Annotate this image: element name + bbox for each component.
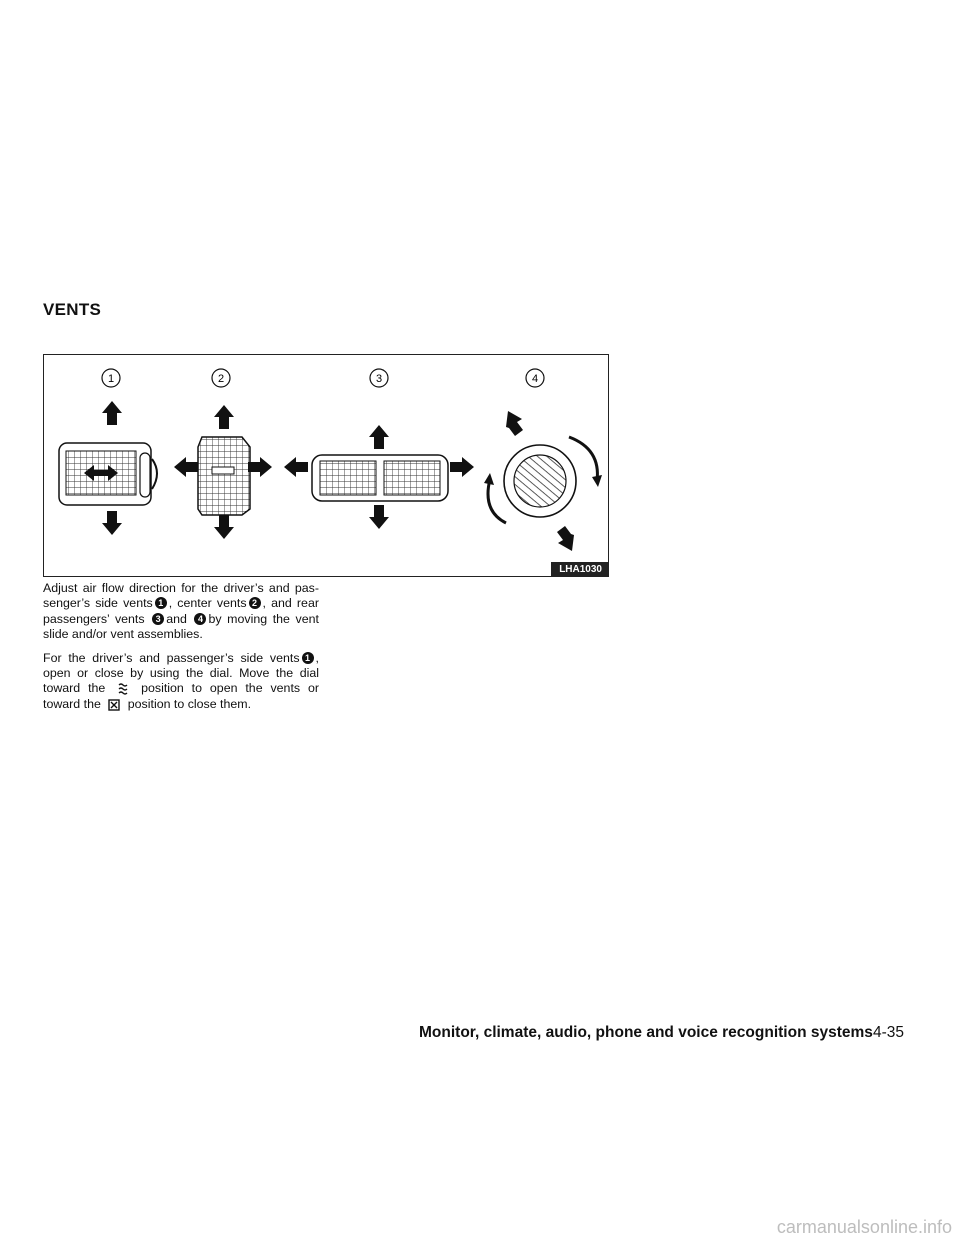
arrow-left-icon: [284, 457, 308, 477]
body-text: [43, 581, 319, 720]
callout-4: [526, 369, 544, 387]
paragraph-2: For the driver’s and passenger’s side vents 1 , open or close by using the dial. Move the dial toward the position to open the vents or toward the position to close them.: [43, 650, 319, 711]
number-badge: 4: [194, 613, 206, 625]
footer-title: Monitor, climate, audio, phone and voice recognition systems: [419, 1024, 873, 1041]
number-badge: 2: [249, 597, 261, 609]
callout-3: [370, 369, 388, 387]
vents-diagram: [44, 355, 610, 578]
svg-text:4: 4: [531, 373, 539, 385]
arrow-right-icon: [248, 457, 272, 477]
svg-text:2: 2: [217, 373, 225, 385]
arrow-up-icon: [369, 425, 389, 449]
number-badge: 3: [152, 613, 164, 625]
vents-illustration: [43, 354, 609, 577]
svg-text:3: 3: [375, 373, 383, 385]
vent-open-icon: [117, 682, 129, 696]
page-number: 4-35: [873, 1024, 905, 1041]
watermark: carmanualsonline.info: [776, 1217, 952, 1237]
callout-1: [102, 369, 120, 387]
round-vent: [484, 437, 602, 523]
center-vent: [198, 437, 250, 515]
figure-code: LHA1030: [551, 562, 608, 576]
arrow-up-icon: [214, 405, 234, 429]
rear-vent: [312, 455, 448, 501]
number-badge: 1: [155, 597, 167, 609]
arrow-up-icon: [102, 401, 122, 425]
arrow-left-icon: [174, 457, 198, 477]
arrow-down-icon: [102, 511, 122, 535]
section-title: VENTS: [43, 300, 102, 319]
number-badge: 1: [302, 652, 314, 664]
side-vent: [59, 443, 157, 505]
callout-2: [212, 369, 230, 387]
svg-text:1: 1: [107, 373, 115, 385]
arrow-down-icon: [369, 505, 389, 529]
vent-close-icon: [108, 699, 120, 711]
arrow-down-icon: [214, 515, 234, 539]
arrow-up-left-icon: [506, 411, 523, 436]
arrow-right-icon: [450, 457, 474, 477]
paragraph-1: Adjust air flow direction for the driver’s and pas-senger’s side vents 1 , center vents 2 , and rear passengers’ vents 3 and 4 by moving the vent slide and/or vent assemblies.: [43, 581, 319, 642]
arrow-down-right-icon: [557, 526, 574, 551]
